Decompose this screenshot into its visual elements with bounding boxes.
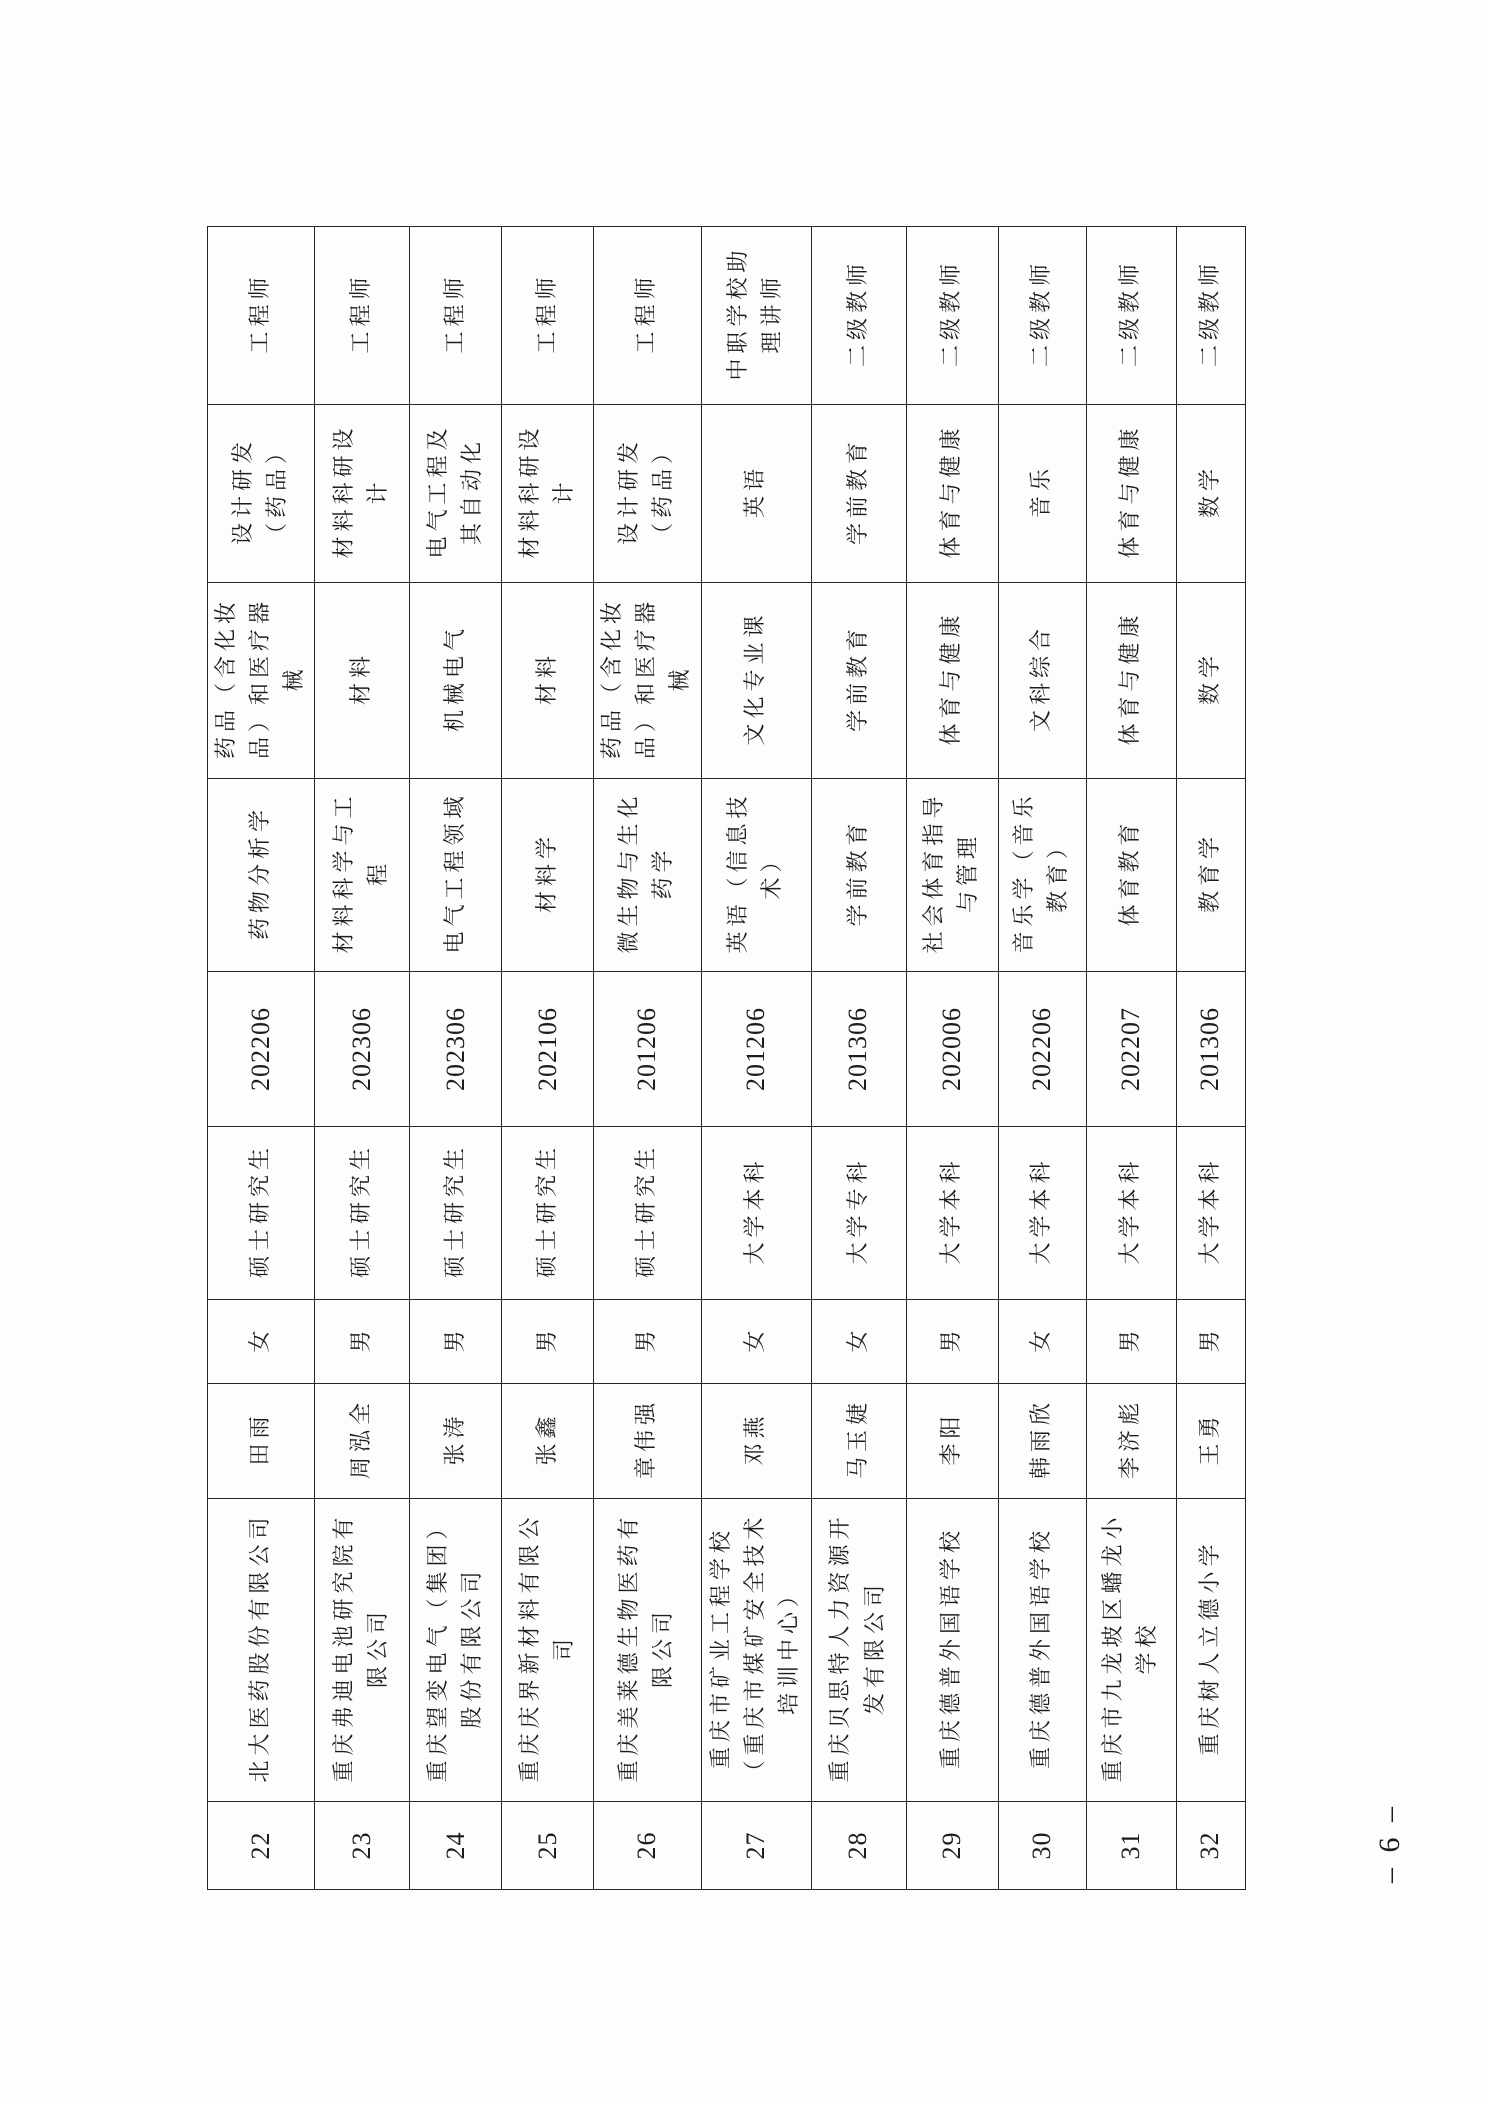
cell-date: 202207 xyxy=(1086,972,1176,1127)
cell-major: 材料科学与工程 xyxy=(315,779,410,972)
cell-company: 重庆望变电气（集团）股份有限公司 xyxy=(410,1499,502,1802)
cell-title: 中职学校助理讲师 xyxy=(701,227,811,405)
cell-title: 工程师 xyxy=(502,227,594,405)
page-number: – 6 – xyxy=(1373,1803,1406,1883)
cell-name: 马玉婕 xyxy=(811,1384,906,1499)
cell-gender: 男 xyxy=(1176,1300,1245,1384)
cell-date: 202306 xyxy=(410,972,502,1127)
cell-title: 二级教师 xyxy=(811,227,906,405)
cell-company: 重庆德普外国语学校 xyxy=(906,1499,998,1802)
table-row xyxy=(906,227,998,1890)
table-row xyxy=(315,227,410,1890)
cell-number: 32 xyxy=(1176,1802,1245,1890)
cell-number: 23 xyxy=(315,1802,410,1890)
cell-education: 硕士研究生 xyxy=(594,1127,701,1300)
cell-number: 28 xyxy=(811,1802,906,1890)
cell-category: 机械电气 xyxy=(410,583,502,779)
cell-education: 大学本科 xyxy=(998,1127,1086,1300)
cell-date: 202206 xyxy=(998,972,1086,1127)
cell-field: 设计研发（药品） xyxy=(594,405,701,583)
cell-name: 邓燕 xyxy=(701,1384,811,1499)
table-row xyxy=(998,227,1086,1890)
cell-name: 李济彪 xyxy=(1086,1384,1176,1499)
cell-date: 201206 xyxy=(594,972,701,1127)
personnel-table xyxy=(207,226,1246,1890)
cell-major: 电气工程领域 xyxy=(410,779,502,972)
cell-major: 微生物与生化药学 xyxy=(594,779,701,972)
cell-gender: 男 xyxy=(502,1300,594,1384)
cell-date: 201306 xyxy=(1176,972,1245,1127)
table-row xyxy=(1176,227,1245,1890)
cell-field: 设计研发（药品） xyxy=(208,405,315,583)
cell-company: 重庆市矿业工程学校（重庆市煤矿安全技术培训中心） xyxy=(701,1499,811,1802)
cell-date: 201306 xyxy=(811,972,906,1127)
cell-date: 202106 xyxy=(502,972,594,1127)
cell-major: 英语（信息技术） xyxy=(701,779,811,972)
cell-major: 体育教育 xyxy=(1086,779,1176,972)
cell-category: 文化专业课 xyxy=(701,583,811,779)
cell-title: 二级教师 xyxy=(1086,227,1176,405)
table-row xyxy=(502,227,594,1890)
cell-name: 周泓全 xyxy=(315,1384,410,1499)
cell-education: 大学本科 xyxy=(906,1127,998,1300)
cell-category: 学前教育 xyxy=(811,583,906,779)
cell-gender: 女 xyxy=(811,1300,906,1384)
cell-field: 电气工程及其自动化 xyxy=(410,405,502,583)
cell-field: 材料科研设计 xyxy=(502,405,594,583)
cell-title: 二级教师 xyxy=(998,227,1086,405)
cell-gender: 女 xyxy=(208,1300,315,1384)
cell-education: 硕士研究生 xyxy=(410,1127,502,1300)
cell-number: 22 xyxy=(208,1802,315,1890)
cell-education: 硕士研究生 xyxy=(502,1127,594,1300)
cell-date: 201206 xyxy=(701,972,811,1127)
cell-major: 社会体育指导与管理 xyxy=(906,779,998,972)
cell-date: 202206 xyxy=(208,972,315,1127)
cell-company: 重庆市九龙坡区蟠龙小学校 xyxy=(1086,1499,1176,1802)
table-row xyxy=(410,227,502,1890)
table-row xyxy=(811,227,906,1890)
cell-title: 工程师 xyxy=(208,227,315,405)
cell-major: 音乐学（音乐教育） xyxy=(998,779,1086,972)
cell-field: 学前教育 xyxy=(811,405,906,583)
table-row xyxy=(1086,227,1176,1890)
cell-category: 药品（含化妆品）和医疗器械 xyxy=(594,583,701,779)
cell-number: 24 xyxy=(410,1802,502,1890)
cell-date: 202306 xyxy=(315,972,410,1127)
cell-gender: 女 xyxy=(998,1300,1086,1384)
cell-field: 数学 xyxy=(1176,405,1245,583)
cell-title: 二级教师 xyxy=(906,227,998,405)
cell-major: 药物分析学 xyxy=(208,779,315,972)
cell-name: 张鑫 xyxy=(502,1384,594,1499)
cell-field: 体育与健康 xyxy=(1086,405,1176,583)
cell-major: 学前教育 xyxy=(811,779,906,972)
cell-title: 工程师 xyxy=(410,227,502,405)
cell-company: 重庆贝思特人力资源开发有限公司 xyxy=(811,1499,906,1802)
cell-gender: 男 xyxy=(315,1300,410,1384)
cell-major: 材料学 xyxy=(502,779,594,972)
cell-gender: 男 xyxy=(1086,1300,1176,1384)
cell-number: 27 xyxy=(701,1802,811,1890)
cell-date: 202006 xyxy=(906,972,998,1127)
cell-category: 材料 xyxy=(315,583,410,779)
cell-field: 音乐 xyxy=(998,405,1086,583)
cell-name: 田雨 xyxy=(208,1384,315,1499)
cell-field: 体育与健康 xyxy=(906,405,998,583)
cell-field: 英语 xyxy=(701,405,811,583)
cell-title: 工程师 xyxy=(315,227,410,405)
cell-title: 二级教师 xyxy=(1176,227,1245,405)
cell-category: 数学 xyxy=(1176,583,1245,779)
cell-number: 26 xyxy=(594,1802,701,1890)
cell-category: 体育与健康 xyxy=(906,583,998,779)
cell-company: 重庆德普外国语学校 xyxy=(998,1499,1086,1802)
cell-number: 30 xyxy=(998,1802,1086,1890)
cell-category: 材料 xyxy=(502,583,594,779)
cell-title: 工程师 xyxy=(594,227,701,405)
cell-name: 章伟强 xyxy=(594,1384,701,1499)
cell-major: 教育学 xyxy=(1176,779,1245,972)
cell-gender: 男 xyxy=(410,1300,502,1384)
cell-education: 大学专科 xyxy=(811,1127,906,1300)
cell-field: 材料科研设计 xyxy=(315,405,410,583)
cell-company: 重庆庆界新材料有限公司 xyxy=(502,1499,594,1802)
cell-name: 韩雨欣 xyxy=(998,1384,1086,1499)
cell-category: 药品（含化妆品）和医疗器械 xyxy=(208,583,315,779)
cell-gender: 男 xyxy=(906,1300,998,1384)
cell-company: 重庆树人立德小学 xyxy=(1176,1499,1245,1802)
table-row xyxy=(701,227,811,1890)
cell-education: 大学本科 xyxy=(1176,1127,1245,1300)
cell-gender: 男 xyxy=(594,1300,701,1384)
cell-number: 31 xyxy=(1086,1802,1176,1890)
cell-name: 李阳 xyxy=(906,1384,998,1499)
table-row xyxy=(594,227,701,1890)
cell-education: 大学本科 xyxy=(1086,1127,1176,1300)
cell-company: 重庆弗迪电池研究院有限公司 xyxy=(315,1499,410,1802)
cell-category: 文科综合 xyxy=(998,583,1086,779)
cell-education: 硕士研究生 xyxy=(315,1127,410,1300)
cell-education: 硕士研究生 xyxy=(208,1127,315,1300)
cell-gender: 女 xyxy=(701,1300,811,1384)
rotated-table-container xyxy=(207,227,1232,1890)
cell-name: 王勇 xyxy=(1176,1384,1245,1499)
cell-category: 体育与健康 xyxy=(1086,583,1176,779)
cell-name: 张涛 xyxy=(410,1384,502,1499)
cell-number: 25 xyxy=(502,1802,594,1890)
cell-company: 重庆美莱德生物医药有限公司 xyxy=(594,1499,701,1802)
cell-education: 大学本科 xyxy=(701,1127,811,1300)
table-row xyxy=(208,227,315,1890)
cell-company: 北大医药股份有限公司 xyxy=(208,1499,315,1802)
cell-number: 29 xyxy=(906,1802,998,1890)
